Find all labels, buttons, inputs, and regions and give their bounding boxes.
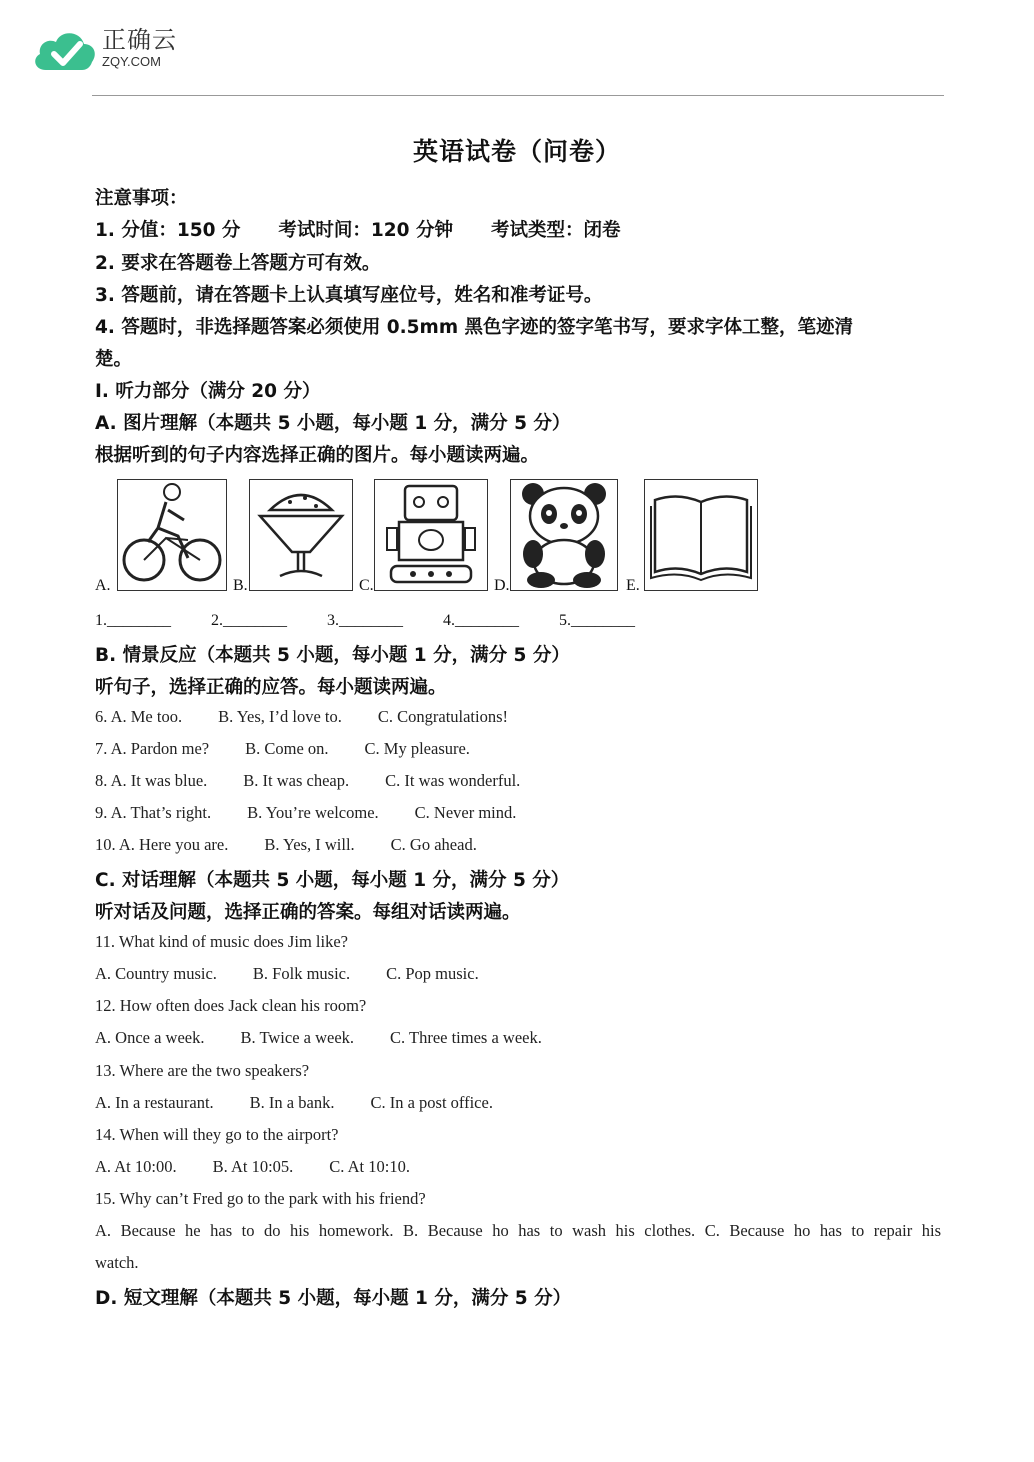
question-13: 13. Where are the two speakers? bbox=[95, 1061, 310, 1080]
question-12: 12. How often does Jack clean his room? bbox=[95, 996, 367, 1015]
part-d-heading: D. 短文理解（本题共 5 小题，每小题 1 分，满分 5 分） bbox=[95, 1288, 572, 1309]
part-b-instruction: 听句子，选择正确的应答。每小题读两遍。 bbox=[95, 677, 447, 698]
q10-option-a: 10. A. Here you are. bbox=[95, 835, 229, 854]
question-13-options bbox=[95, 1093, 529, 1113]
page-title: 英语试卷（问卷） bbox=[412, 137, 621, 166]
answer-blanks bbox=[95, 612, 671, 630]
q13-option-a: A. In a restaurant. bbox=[95, 1093, 214, 1112]
cyclist-icon bbox=[117, 479, 227, 591]
panda-icon bbox=[510, 479, 618, 591]
picture-options bbox=[95, 477, 855, 597]
question-14-options bbox=[95, 1157, 446, 1177]
note-score: 1. 分值：150 分 bbox=[95, 220, 241, 241]
q14-option-c: C. At 10:10. bbox=[329, 1157, 410, 1176]
notes-heading: 注意事项： bbox=[95, 188, 188, 209]
picture-label-e: E. bbox=[626, 577, 640, 594]
q8-option-b: B. It was cheap. bbox=[243, 771, 350, 790]
q6-option-b: B. Yes, I’d love to. bbox=[218, 707, 342, 726]
note-item-2: 2. 要求在答题卷上答题方可有效。 bbox=[95, 253, 381, 274]
question-15: 15. Why can’t Fred go to the park with his friend? bbox=[95, 1189, 426, 1208]
picture-label-d: D. bbox=[494, 577, 510, 594]
q7-option-b: B. Come on. bbox=[245, 739, 329, 758]
picture-label-b: B. bbox=[233, 577, 248, 594]
part-b-heading: B. 情景反应（本题共 5 小题，每小题 1 分，满分 5 分） bbox=[95, 645, 570, 666]
question-9 bbox=[95, 803, 552, 823]
robot-icon bbox=[374, 479, 488, 591]
question-11: 11. What kind of music does Jim like? bbox=[95, 932, 348, 951]
ice-cream-icon bbox=[249, 479, 353, 591]
q13-option-c: C. In a post office. bbox=[370, 1093, 493, 1112]
q7-option-a: 7. A. Pardon me? bbox=[95, 739, 210, 758]
q14-option-a: A. At 10:00. bbox=[95, 1157, 177, 1176]
picture-label-a: A. bbox=[95, 577, 111, 594]
part-c-instruction: 听对话及问题，选择正确的答案。每组对话读两遍。 bbox=[95, 902, 521, 923]
question-15-options-line-2: watch. bbox=[95, 1253, 139, 1272]
answer-blank-4[interactable]: 4.________ bbox=[443, 612, 519, 629]
q12-option-a: A. Once a week. bbox=[95, 1028, 205, 1047]
q10-option-c: C. Go ahead. bbox=[390, 835, 477, 854]
logo-text bbox=[102, 26, 177, 70]
q9-option-b: B. You’re welcome. bbox=[247, 803, 379, 822]
answer-blank-5[interactable]: 5.________ bbox=[559, 612, 635, 629]
q8-option-c: C. It was wonderful. bbox=[385, 771, 521, 790]
q8-option-a: 8. A. It was blue. bbox=[95, 771, 208, 790]
header-divider bbox=[92, 95, 944, 96]
cloud-check-logo-icon bbox=[30, 24, 100, 76]
question-8 bbox=[95, 771, 556, 791]
note-time: 考试时间：120 分钟 bbox=[278, 220, 453, 241]
note-item-4-line-2: 楚。 bbox=[95, 349, 133, 370]
note-item-1 bbox=[95, 216, 620, 242]
logo-name: 正确云 bbox=[102, 26, 177, 54]
question-7 bbox=[95, 739, 506, 759]
q12-option-b: B. Twice a week. bbox=[240, 1028, 355, 1047]
q6-option-c: C. Congratulations! bbox=[377, 707, 509, 726]
note-item-3: 3. 答题前，请在答题卡上认真填写座位号，姓名和准考证号。 bbox=[95, 285, 603, 306]
picture-label-c: C. bbox=[359, 577, 374, 594]
note-type: 考试类型：闭卷 bbox=[490, 220, 621, 241]
q12-option-c: C. Three times a week. bbox=[390, 1028, 542, 1047]
answer-blank-3[interactable]: 3.________ bbox=[327, 612, 403, 629]
answer-blank-2[interactable]: 2.________ bbox=[211, 612, 287, 629]
part-a-heading: A. 图片理解（本题共 5 小题，每小题 1 分，满分 5 分） bbox=[95, 413, 571, 434]
section-listening-heading: I. 听力部分（满分 20 分） bbox=[95, 381, 321, 402]
q11-option-a: A. Country music. bbox=[95, 964, 217, 983]
q11-option-c: C. Pop music. bbox=[386, 964, 479, 983]
q14-option-b: B. At 10:05. bbox=[212, 1157, 294, 1176]
question-10 bbox=[95, 835, 513, 855]
q9-option-a: 9. A. That’s right. bbox=[95, 803, 212, 822]
q13-option-b: B. In a bank. bbox=[249, 1093, 335, 1112]
q6-option-a: 6. A. Me too. bbox=[95, 707, 183, 726]
question-15-options-line-1: A. Because he has to do his homework. B. Because ho has to wash his clothes. C. Because ho has to repair his bbox=[95, 1221, 941, 1240]
q7-option-c: C. My pleasure. bbox=[364, 739, 470, 758]
part-c-heading: C. 对话理解（本题共 5 小题，每小题 1 分，满分 5 分） bbox=[95, 870, 570, 891]
question-14: 14. When will they go to the airport? bbox=[95, 1125, 339, 1144]
q11-option-b: B. Folk music. bbox=[252, 964, 351, 983]
question-12-options bbox=[95, 1028, 578, 1048]
site-header bbox=[28, 22, 1008, 82]
question-11-options bbox=[95, 964, 515, 984]
part-a-instruction: 根据听到的句子内容选择正确的图片。每小题读两遍。 bbox=[95, 445, 540, 466]
q10-option-b: B. Yes, I will. bbox=[264, 835, 355, 854]
question-6 bbox=[95, 707, 544, 727]
answer-blank-1[interactable]: 1.________ bbox=[95, 612, 171, 629]
note-item-4-line-1: 4. 答题时，非选择题答案必须使用 0.5mm 黑色字迹的签字笔书写，要求字体工整，笔迹清 bbox=[95, 317, 854, 338]
book-icon bbox=[644, 479, 758, 591]
q9-option-c: C. Never mind. bbox=[414, 803, 517, 822]
logo-domain: ZQY.COM bbox=[102, 54, 161, 69]
